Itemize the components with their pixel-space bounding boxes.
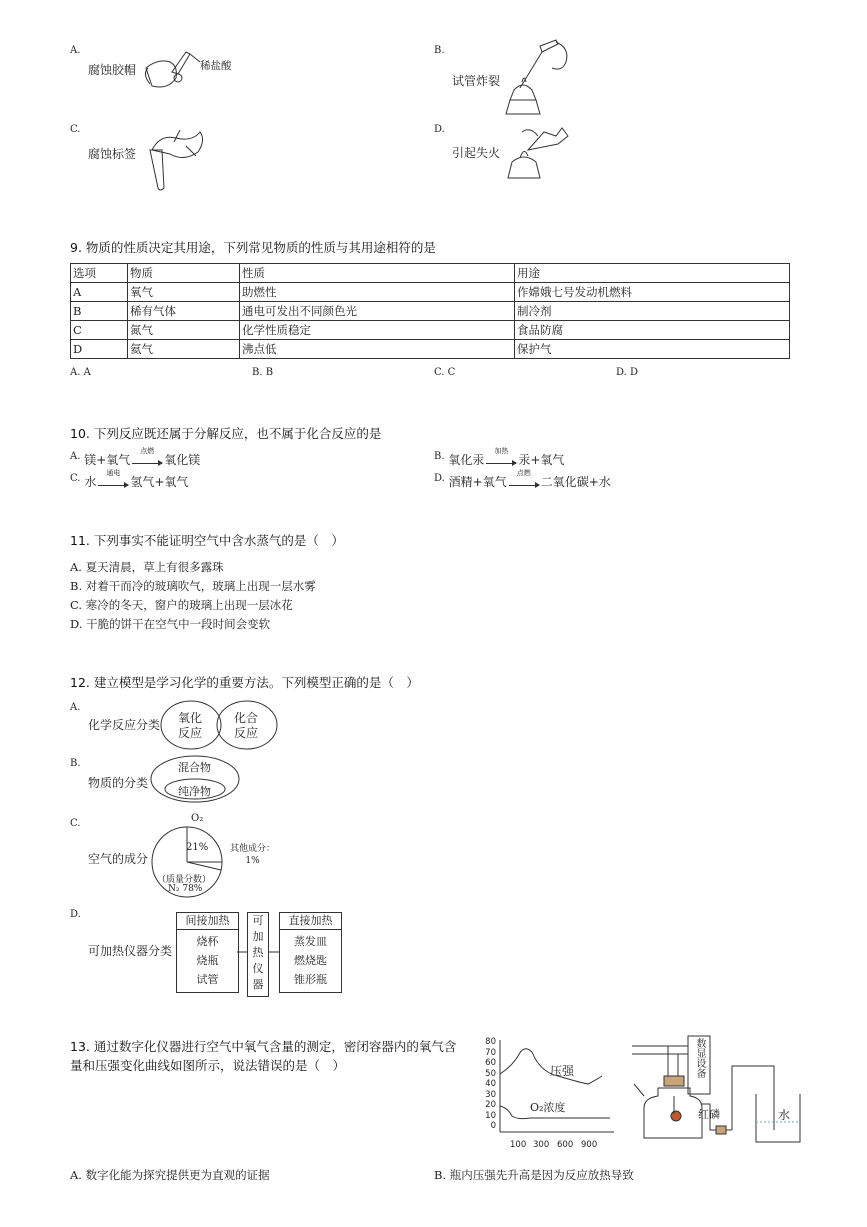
reaction-arrow — [486, 447, 516, 464]
ytick: 20 — [485, 1100, 496, 1110]
table-cell: 化学性质稳定 — [240, 321, 515, 340]
q12-stem: 12. 建立模型是学习化学的重要方法。下列模型正确的是（ ） — [70, 675, 419, 690]
q13-pressure-label: 压强 — [550, 1064, 575, 1078]
table-row — [71, 340, 790, 359]
q12-a-letter: A. — [70, 702, 81, 713]
q12-d-indirect-box — [176, 912, 239, 993]
box-char: 热 — [252, 946, 264, 959]
q8-d-illustration — [498, 122, 578, 190]
stopper — [664, 1076, 684, 1086]
q12-b-letter: B. — [70, 758, 81, 769]
table-cell: 通电可发出不同颜色光 — [240, 302, 515, 321]
q12-c-caption: 空气的成分 — [88, 852, 149, 866]
q13-choice-b: B. 瓶内压强先升高是因为反应放热导致 — [434, 1168, 634, 1182]
q12-a-caption: 化学反应分类 — [88, 718, 161, 732]
q8-a-pointer-label: 稀盐酸 — [200, 60, 232, 72]
ytick: 30 — [485, 1089, 496, 1100]
q11-stem: 11. 下列事实不能证明空气中含水蒸气的是（ ） — [70, 533, 344, 548]
list-item: 锥形瓶 — [294, 973, 327, 986]
q8-c-illustration — [140, 122, 215, 192]
q10-choice-c — [70, 469, 189, 490]
q12-b-caption: 物质的分类 — [88, 776, 149, 790]
table-cell: 氦气 — [128, 340, 240, 359]
q9-options-table — [70, 263, 790, 359]
ytick: 70 — [485, 1047, 496, 1058]
q13-water-label: 水 — [778, 1108, 791, 1122]
choice-letter: D. — [434, 473, 445, 484]
equation-reactants: 氧化汞 — [448, 453, 485, 467]
ytick: 0 — [490, 1121, 496, 1131]
list-item: 蒸发皿 — [294, 935, 327, 948]
q12-c-letter: C. — [70, 818, 81, 829]
q9-stem: 9. 物质的性质决定其用途，下列常见物质的性质与其用途相符的是 — [70, 240, 436, 255]
q12-d-middle-box — [247, 912, 269, 997]
list-item: 烧杯 — [196, 935, 219, 948]
q8-c-caption: 腐蚀标签 — [88, 147, 137, 161]
choice-letter: A. — [70, 451, 81, 462]
table-cell: 食品防腐 — [515, 321, 790, 340]
q8-d-letter: D. — [434, 124, 445, 135]
q9-choice-a: A. A — [70, 367, 91, 378]
reaction-arrow — [132, 447, 162, 464]
equation-products: 汞+氧气 — [518, 453, 565, 467]
equation-reactants: 镁+氧气 — [84, 453, 131, 467]
q12-d-caption: 可加热仪器分类 — [88, 944, 173, 958]
q12-a-circle-oxidation — [178, 711, 202, 741]
red-phosphorus — [671, 1111, 681, 1121]
q10-choice-a — [70, 447, 201, 468]
table-cell: B — [71, 302, 128, 321]
q13-stem-line2: 量和压强变化曲线如图所示，说法错误的是（ ） — [70, 1058, 346, 1073]
q13-choice-a: A. 数字化能为探究提供更为直观的证据 — [70, 1168, 270, 1182]
q8-a-letter: A. — [70, 45, 81, 56]
table-header-cell: 用途 — [515, 264, 790, 283]
equation-products: 二氧化碳+水 — [540, 475, 611, 489]
q12-b-outer-label: 混合物 — [178, 761, 211, 774]
circle-text: 反应 — [234, 726, 259, 740]
equation-reactants: 酒精+氧气 — [448, 475, 507, 489]
q13-apparatus — [628, 1034, 808, 1146]
table-cell: 沸点低 — [240, 340, 515, 359]
q13-xtick: 300 — [533, 1140, 550, 1150]
reaction-condition: 通电 — [106, 469, 121, 477]
pie-text: 其他成分： — [230, 844, 276, 854]
list-item: 烧瓶 — [196, 954, 219, 967]
table-row — [71, 321, 790, 340]
q12-c-o2-label: O₂ — [191, 813, 204, 824]
q12-c-n2-percent: N₂ 78% — [168, 884, 203, 894]
choice-letter: B. — [434, 451, 445, 462]
box-char: 器 — [252, 978, 264, 991]
box-heading: 间接加热 — [177, 913, 238, 930]
table-header-row — [71, 264, 790, 283]
q12-d-direct-box — [279, 912, 342, 993]
box-heading: 直接加热 — [280, 913, 341, 930]
q13-graph-yticks — [482, 1037, 496, 1132]
q8-a-caption: 腐蚀胶帽 — [88, 63, 137, 77]
table-cell: 助燃性 — [240, 283, 515, 302]
ytick: 10 — [485, 1110, 496, 1121]
ytick: 40 — [485, 1079, 496, 1089]
q13-o2-label: O₂浓度 — [530, 1101, 566, 1114]
pie-text: 1% — [245, 856, 260, 866]
q13-phosphorus-label: 红磷 — [698, 1108, 720, 1121]
reaction-arrow — [98, 469, 128, 486]
q12-c-other-label — [230, 843, 275, 867]
q8-b-illustration — [500, 38, 580, 120]
table-cell: 氧气 — [128, 283, 240, 302]
table-header-cell: 性质 — [240, 264, 515, 283]
ytick: 80 — [485, 1037, 496, 1047]
q13-instrument-label: 数显设备 — [694, 1038, 705, 1078]
table-cell: 氮气 — [128, 321, 240, 340]
q9-choice-b: B. B — [252, 367, 274, 378]
q12-d-connectors — [237, 950, 282, 954]
table-cell: C — [71, 321, 128, 340]
q11-choice-c: C. 寒冷的冬天，窗户的玻璃上出现一层冰花 — [70, 598, 293, 612]
equation-products: 氧化镁 — [164, 453, 201, 467]
q9-choice-c: C. C — [434, 367, 456, 378]
equation-reactants: 水 — [84, 475, 97, 489]
table-row — [71, 283, 790, 302]
reaction-arrow — [509, 469, 539, 486]
circle-text: 反应 — [178, 726, 203, 740]
q9-choice-d: D. D — [616, 367, 639, 378]
equation-products: 氢气+氧气 — [130, 475, 189, 489]
q8-b-letter: B. — [434, 45, 445, 56]
q10-choice-b — [434, 447, 565, 468]
q10-choice-d — [434, 469, 611, 490]
q8-c-letter: C. — [70, 124, 81, 135]
box-char: 仪 — [252, 962, 264, 975]
circle-text: 氧化 — [178, 711, 203, 725]
q13-graph — [478, 1036, 618, 1154]
q12-c-o2-percent: 21% — [186, 842, 209, 853]
q12-d-letter: D. — [70, 909, 81, 920]
table-row — [71, 302, 790, 321]
table-cell: 制冷剂 — [515, 302, 790, 321]
table-cell: 稀有气体 — [128, 302, 240, 321]
q12-b-inner-label: 纯净物 — [178, 785, 211, 798]
q13-stem-line1: 13. 通过数字化仪器进行空气中氧气含量的测定，密闭容器内的氧气含 — [70, 1039, 457, 1054]
list-item: 燃烧匙 — [294, 954, 327, 967]
reaction-condition: 点燃 — [140, 447, 155, 455]
table-header-cell: 物质 — [128, 264, 240, 283]
q11-choice-b: B. 对着干而冷的玻璃吹气，玻璃上出现一层水雾 — [70, 579, 316, 593]
table-cell: 作嫦娥七号发动机燃料 — [515, 283, 790, 302]
list-item: 试管 — [196, 973, 219, 986]
q12-a-circle-combination — [234, 711, 258, 741]
q13-xtick: 100 — [510, 1140, 527, 1150]
ytick: 50 — [485, 1068, 496, 1079]
table-cell: A — [71, 283, 128, 302]
q11-choice-d: D. 干脆的饼干在空气中一段时间会变软 — [70, 617, 271, 631]
reaction-condition: 点燃 — [516, 469, 531, 477]
choice-letter: C. — [70, 473, 81, 484]
ytick: 60 — [485, 1058, 496, 1068]
q8-a-illustration — [138, 38, 208, 98]
box-list — [177, 930, 238, 989]
box-list — [280, 930, 341, 989]
reaction-condition: 加热 — [494, 447, 509, 455]
table-cell: 保护气 — [515, 340, 790, 359]
table-header-cell: 选项 — [71, 264, 128, 283]
q8-d-caption: 引起失火 — [452, 146, 501, 160]
q12-c-mass-fraction: （质量分数） — [157, 875, 212, 885]
box-char: 加 — [252, 930, 264, 943]
table-cell: D — [71, 340, 128, 359]
q10-stem: 10. 下列反应既还属于分解反应，也不属于化合反应的是 — [70, 426, 382, 441]
circle-text: 化合 — [234, 711, 259, 725]
q11-choice-a: A. 夏天清晨，草上有很多露珠 — [70, 560, 224, 574]
q13-xtick: 900 — [581, 1140, 598, 1150]
q13-xtick: 600 — [557, 1140, 574, 1150]
q8-b-caption: 试管炸裂 — [452, 74, 501, 88]
box-char: 可 — [252, 914, 264, 927]
